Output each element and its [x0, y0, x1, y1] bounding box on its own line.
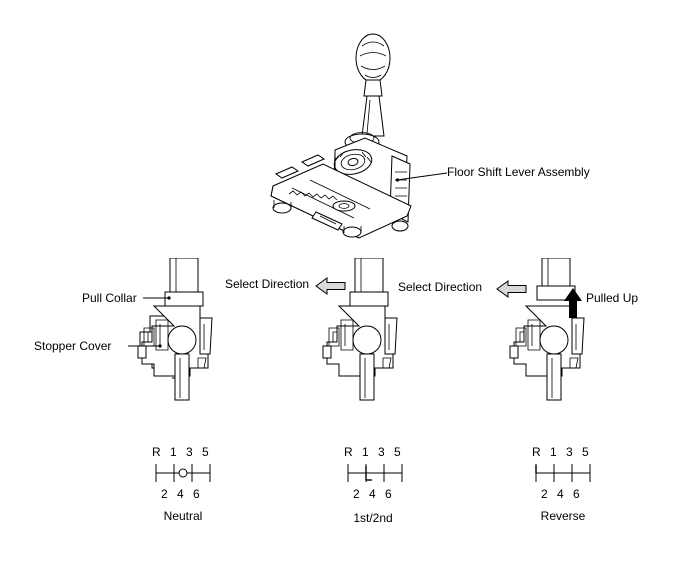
gate-bottom-row-first-second: 2 4 6 — [353, 487, 395, 501]
callout-pull-collar: Pull Collar — [82, 291, 137, 305]
gate-top-row-reverse: R 1 3 5 — [532, 445, 592, 459]
caption-reverse: Reverse — [540, 509, 586, 523]
floor-shift-lever-illustration — [240, 16, 460, 246]
gate-pattern-first-second — [344, 460, 406, 486]
select-direction-label-first-second: Select Direction — [398, 280, 483, 294]
gate-pattern-neutral — [152, 460, 214, 486]
pull-collar-leader-line — [143, 294, 173, 306]
caption-first-second: 1st/2nd — [353, 511, 393, 525]
gate-bottom-row-reverse: 2 4 6 — [541, 487, 583, 501]
select-direction-label-neutral: Select Direction — [225, 277, 310, 291]
gate-top-row-first-second: R 1 3 5 — [344, 445, 404, 459]
callout-stopper-cover: Stopper Cover — [34, 339, 112, 353]
gate-diagram-reverse — [532, 446, 594, 500]
pulled-up-arrow — [562, 288, 584, 320]
callout-pulled-up: Pulled Up — [586, 291, 639, 305]
lever-detail-reverse-svg — [492, 258, 622, 428]
gate-top-row-neutral: R 1 3 5 — [152, 445, 212, 459]
floor-shift-lever-leader-line — [395, 160, 455, 184]
shift-lever-svg — [240, 16, 460, 246]
panel-reverse — [492, 258, 622, 428]
caption-neutral: Neutral — [163, 509, 203, 523]
gate-pattern-reverse — [532, 460, 594, 486]
gate-diagram-neutral — [152, 446, 214, 500]
gate-diagram-first-second — [344, 446, 406, 500]
stopper-cover-leader-line — [128, 342, 164, 354]
gate-bottom-row-neutral: 2 4 6 — [161, 487, 203, 501]
callout-floor-shift-lever-assembly: Floor Shift Lever Assembly — [447, 165, 590, 179]
